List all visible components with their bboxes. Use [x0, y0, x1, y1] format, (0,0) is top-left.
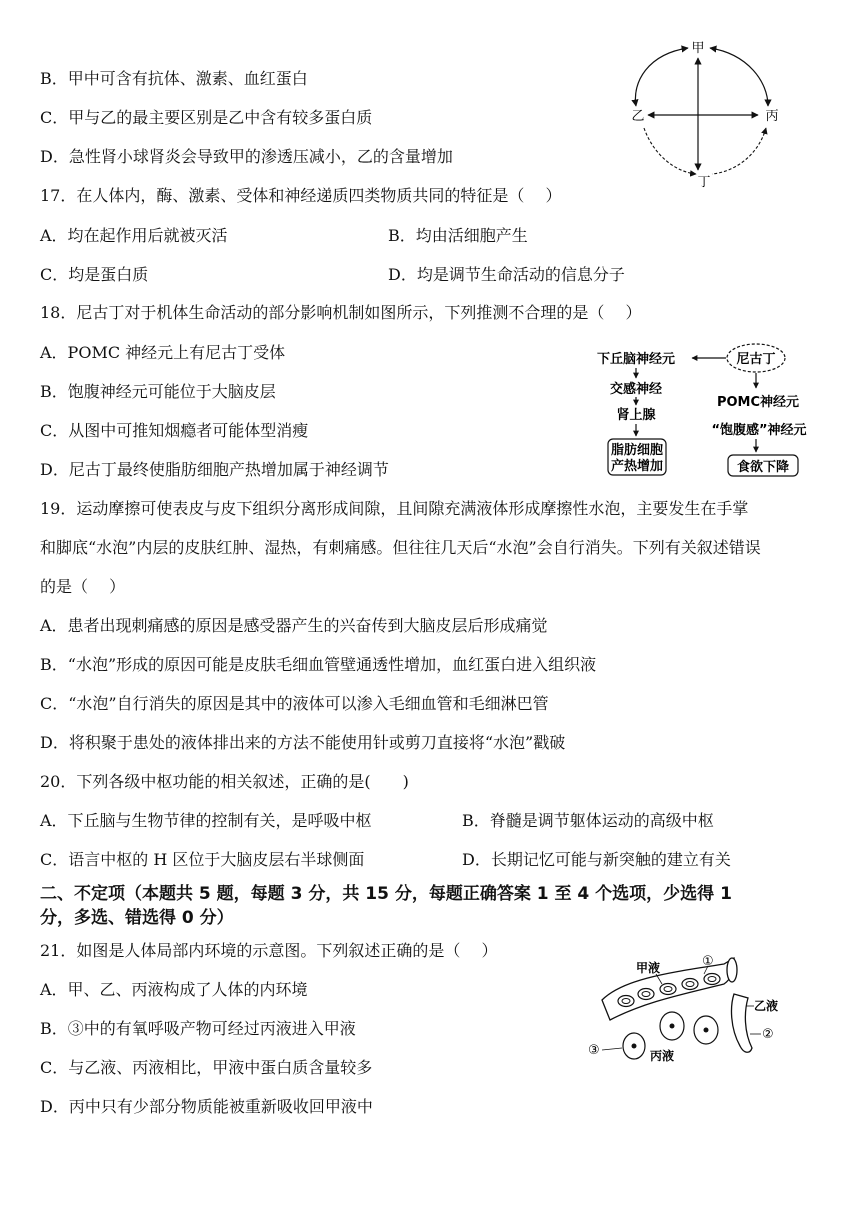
q21-option-a: A．甲、乙、丙液构成了人体的内环境	[40, 980, 308, 999]
q19-stem-line2: 和脚底“水泡”内层的皮肤红肿、湿热，有刺痛感。但往往几天后“水泡”会自行消失。下列有关叙述错误	[40, 538, 761, 557]
label-n3: ③	[588, 1043, 600, 1058]
q20-option-c: C．语言中枢的 H 区位于大脑皮层右半球侧面	[40, 850, 365, 869]
diagram-fat-line1: 脂肪细胞	[610, 443, 664, 458]
label-yi: 乙液	[754, 999, 779, 1013]
q19-stem-line3: 的是（ ）	[40, 577, 126, 596]
diagram-sympathetic: 交感神经	[609, 382, 663, 397]
q19-option-b: B．“水泡”形成的原因可能是皮肤毛细血管壁通透性增加，血红蛋白进入组织液	[40, 655, 597, 674]
diagram-fat-line2: 产热增加	[610, 459, 664, 474]
q16-option-d: D．急性肾小球肾炎会导致甲的渗透压减小，乙的含量增加	[40, 147, 453, 166]
q20-stem: 20．下列各级中枢功能的相关叙述，正确的是( )	[40, 772, 409, 791]
q18-option-d: D．尼古丁最终使脂肪细胞产热增加属于神经调节	[40, 460, 389, 479]
q21-tissue-diagram	[584, 950, 784, 1072]
q19-option-d: D．将积聚于患处的液体排出来的方法不能使用针或剪刀直接将“水泡”戳破	[40, 733, 566, 752]
label-jia: 甲液	[636, 961, 661, 975]
q18-option-b: B．饱腹神经元可能位于大脑皮层	[40, 382, 276, 401]
section2-heading-line2: 分，多选、错选得 0 分）	[40, 908, 234, 928]
diagram-label-right: 丙	[765, 109, 779, 124]
q21-option-b: B．③中的有氧呼吸产物可经过丙液进入甲液	[40, 1019, 356, 1038]
diagram-satiety: “饱腹感”神经元	[711, 423, 807, 438]
q18-option-a: A．POMC 神经元上有尼古丁受体	[40, 343, 286, 362]
q18-stem: 18．尼古丁对于机体生命活动的部分影响机制如图所示，下列推测不合理的是（ ）	[40, 303, 642, 322]
diagram-adrenal: 肾上腺	[616, 408, 656, 423]
label-n2: ②	[762, 1027, 774, 1042]
label-bing: 丙液	[650, 1049, 675, 1063]
q21-option-d: D．丙中只有少部分物质能被重新吸收回甲液中	[40, 1097, 373, 1116]
q19-option-c: C．“水泡”自行消失的原因是其中的液体可以渗入毛细血管和毛细淋巴管	[40, 694, 549, 713]
q19-stem-line1: 19．运动摩擦可使表皮与皮下组织分离形成间隙，且间隙充满液体形成摩擦性水泡，主要发生在手掌	[40, 499, 749, 518]
q17-option-c: C．均是蛋白质	[40, 265, 149, 284]
q21-option-c: C．与乙液、丙液相比，甲液中蛋白质含量较多	[40, 1058, 373, 1077]
section2-heading-line1: 二、不定项（本题共 5 题，每题 3 分，共 15 分，每题正确答案 1 至 4 个选项，少选得 1	[40, 884, 732, 904]
q16-option-b: B．甲中可含有抗体、激素、血红蛋白	[40, 69, 308, 88]
diagram-appetite: 食欲下降	[736, 460, 790, 475]
q17-option-d: D．均是调节生命活动的信息分子	[388, 265, 625, 284]
q16-fluid-diagram	[618, 38, 790, 190]
q18-option-c: C．从图中可推知烟瘾者可能体型消瘦	[40, 421, 309, 440]
diagram-hypothalamus: 下丘脑神经元	[596, 352, 676, 367]
q19-option-a: A．患者出现刺痛感的原因是感受器产生的兴奋传到大脑皮层后形成痛觉	[40, 616, 548, 635]
diagram-label-top: 甲	[691, 41, 705, 56]
diagram-label-left: 乙	[631, 109, 645, 124]
diagram-nicotine: 尼古丁	[736, 352, 776, 367]
q16-option-c: C．甲与乙的最主要区别是乙中含有较多蛋白质	[40, 108, 373, 127]
q18-nicotine-diagram	[582, 338, 832, 482]
diagram-pomc: POMC神经元	[716, 395, 800, 410]
q20-option-d: D．长期记忆可能与新突触的建立有关	[462, 850, 731, 869]
label-n1: ①	[702, 954, 714, 969]
q17-stem: 17．在人体内，酶、激素、受体和神经递质四类物质共同的特征是（ ）	[40, 186, 562, 205]
diagram-label-bottom: 丁	[697, 175, 711, 190]
q17-option-a: A．均在起作用后就被灭活	[40, 226, 228, 245]
q21-stem: 21．如图是人体局部内环境的示意图。下列叙述正确的是（ ）	[40, 941, 498, 960]
q17-option-b: B．均由活细胞产生	[388, 226, 528, 245]
q20-option-a: A．下丘脑与生物节律的控制有关，是呼吸中枢	[40, 811, 372, 830]
q20-option-b: B．脊髓是调节躯体运动的高级中枢	[462, 811, 714, 830]
